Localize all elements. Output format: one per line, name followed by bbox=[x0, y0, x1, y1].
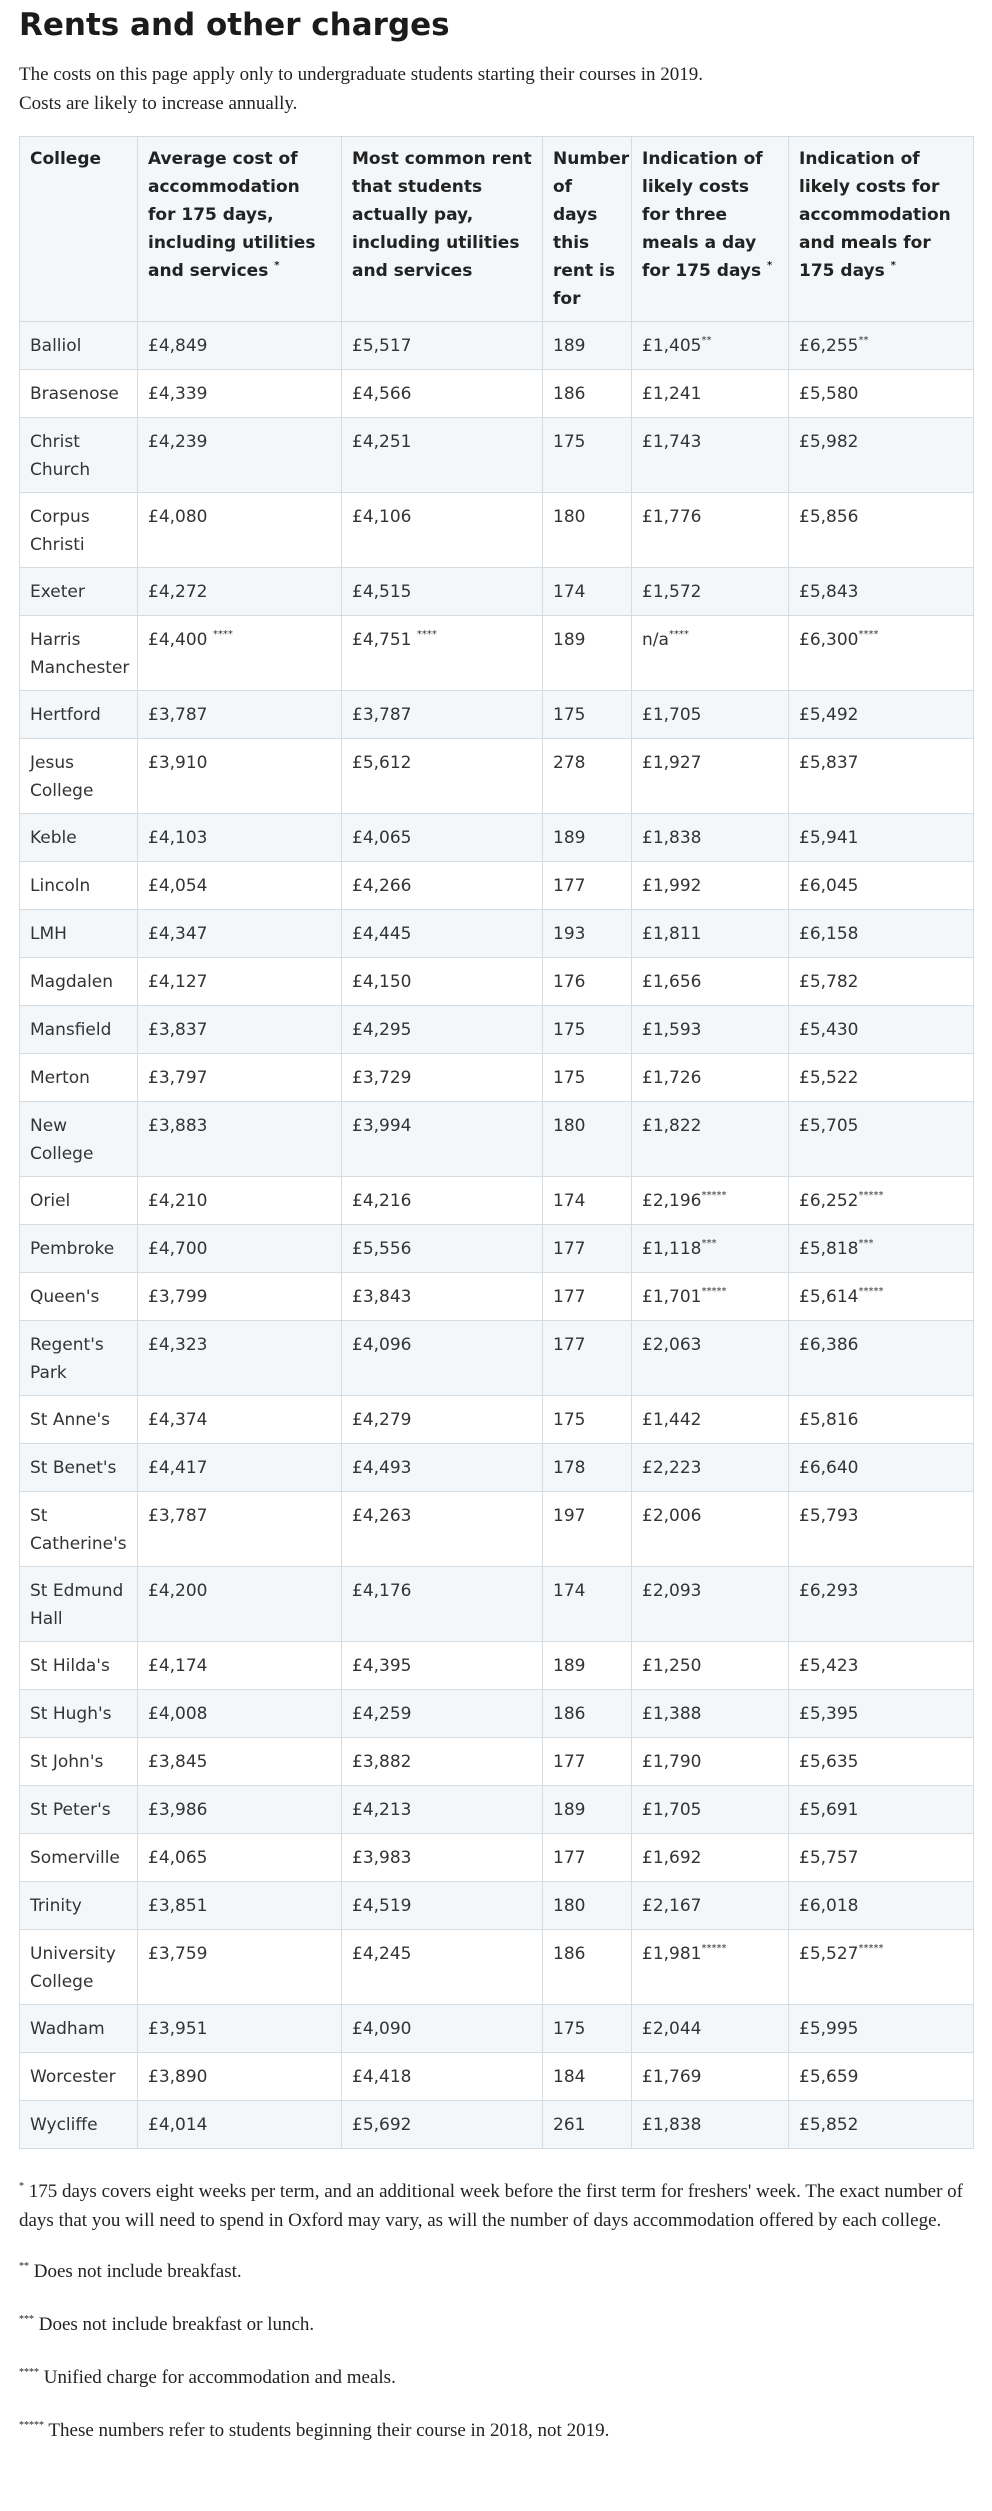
cell-meals-cost: £1,442 bbox=[632, 1396, 789, 1444]
cell-total-cost: £5,995 bbox=[789, 2005, 974, 2053]
intro-line-2: Costs are likely to increase annually. bbox=[19, 93, 298, 114]
cell-average-cost: £3,837 bbox=[138, 1006, 342, 1054]
cell-days: 175 bbox=[543, 1006, 632, 1054]
cell-days: 177 bbox=[543, 1321, 632, 1396]
cell-days: 189 bbox=[543, 1786, 632, 1834]
cell-college: University College bbox=[20, 1930, 138, 2005]
cell-meals-cost: £1,701***** bbox=[632, 1273, 789, 1321]
cell-average-cost: £4,374 bbox=[138, 1396, 342, 1444]
cell-meals-cost: £1,981***** bbox=[632, 1930, 789, 2005]
cell-common-rent: £4,418 bbox=[342, 2053, 543, 2101]
cell-common-rent: £4,519 bbox=[342, 1882, 543, 1930]
cell-days: 189 bbox=[543, 1642, 632, 1690]
table-row bbox=[20, 1492, 974, 1567]
cell-common-rent: £4,090 bbox=[342, 2005, 543, 2053]
cell-total-cost: £5,852 bbox=[789, 2101, 974, 2149]
table-row bbox=[20, 910, 974, 958]
cell-common-rent: £4,176 bbox=[342, 1567, 543, 1642]
cell-common-rent: £3,994 bbox=[342, 1102, 543, 1177]
cell-average-cost: £4,323 bbox=[138, 1321, 342, 1396]
cell-average-cost: £3,890 bbox=[138, 2053, 342, 2101]
cell-days: 180 bbox=[543, 1882, 632, 1930]
cell-meals-cost: £1,388 bbox=[632, 1690, 789, 1738]
cell-total-cost: £5,492 bbox=[789, 691, 974, 739]
footnote: ** Does not include breakfast. bbox=[19, 2261, 242, 2282]
cell-meals-cost: £1,790 bbox=[632, 1738, 789, 1786]
cell-average-cost: £4,272 bbox=[138, 568, 342, 616]
cell-meals-cost: £1,241 bbox=[632, 370, 789, 418]
table-header-row bbox=[20, 137, 974, 322]
header-average-cost: Average cost of accommodation for 175 days, including utilities and services * bbox=[138, 137, 342, 322]
cell-total-cost: £5,522 bbox=[789, 1054, 974, 1102]
cell-days: 186 bbox=[543, 1930, 632, 2005]
cell-days: 174 bbox=[543, 568, 632, 616]
cell-average-cost: £3,845 bbox=[138, 1738, 342, 1786]
header-college: College bbox=[20, 137, 138, 322]
cell-days: 177 bbox=[543, 1738, 632, 1786]
cell-total-cost: £6,158 bbox=[789, 910, 974, 958]
cell-college: St Catherine's bbox=[20, 1492, 138, 1567]
cell-college: Wycliffe bbox=[20, 2101, 138, 2149]
cell-common-rent: £4,493 bbox=[342, 1444, 543, 1492]
cell-total-cost: £5,837 bbox=[789, 739, 974, 814]
table-row bbox=[20, 1444, 974, 1492]
cell-college: Harris Manchester bbox=[20, 616, 138, 691]
cell-common-rent: £4,566 bbox=[342, 370, 543, 418]
cell-common-rent: £4,279 bbox=[342, 1396, 543, 1444]
cell-college: Jesus College bbox=[20, 739, 138, 814]
cell-total-cost: £5,527***** bbox=[789, 1930, 974, 2005]
cell-college: Hertford bbox=[20, 691, 138, 739]
cell-college: New College bbox=[20, 1102, 138, 1177]
cell-college: Exeter bbox=[20, 568, 138, 616]
cell-meals-cost: £1,705 bbox=[632, 1786, 789, 1834]
cell-average-cost: £4,174 bbox=[138, 1642, 342, 1690]
cell-total-cost: £5,793 bbox=[789, 1492, 974, 1567]
cell-days: 197 bbox=[543, 1492, 632, 1567]
cell-total-cost: £5,614***** bbox=[789, 1273, 974, 1321]
cell-total-cost: £6,386 bbox=[789, 1321, 974, 1396]
cell-meals-cost: £1,726 bbox=[632, 1054, 789, 1102]
cell-meals-cost: £1,838 bbox=[632, 2101, 789, 2149]
cell-average-cost: £4,200 bbox=[138, 1567, 342, 1642]
table-row bbox=[20, 1738, 974, 1786]
cell-total-cost: £5,395 bbox=[789, 1690, 974, 1738]
cell-common-rent: £5,517 bbox=[342, 322, 543, 370]
cell-college: Wadham bbox=[20, 2005, 138, 2053]
cell-average-cost: £4,103 bbox=[138, 814, 342, 862]
cell-days: 174 bbox=[543, 1567, 632, 1642]
cell-meals-cost: £1,118*** bbox=[632, 1225, 789, 1273]
cell-college: Lincoln bbox=[20, 862, 138, 910]
header-common-rent: Most common rent that students actually pay, including utilities and services bbox=[342, 137, 543, 322]
cell-common-rent: £5,556 bbox=[342, 1225, 543, 1273]
table-row bbox=[20, 1567, 974, 1642]
cell-college: Trinity bbox=[20, 1882, 138, 1930]
table-row bbox=[20, 493, 974, 568]
table-row bbox=[20, 370, 974, 418]
cell-total-cost: £5,818*** bbox=[789, 1225, 974, 1273]
page-title: Rents and other charges bbox=[19, 7, 450, 43]
cell-total-cost: £5,843 bbox=[789, 568, 974, 616]
table-row bbox=[20, 1102, 974, 1177]
cell-average-cost: £4,339 bbox=[138, 370, 342, 418]
table-row bbox=[20, 1930, 974, 2005]
cell-common-rent: £4,515 bbox=[342, 568, 543, 616]
cell-college: LMH bbox=[20, 910, 138, 958]
cell-days: 180 bbox=[543, 493, 632, 568]
cell-average-cost: £3,799 bbox=[138, 1273, 342, 1321]
table-row bbox=[20, 1690, 974, 1738]
cell-meals-cost: £1,692 bbox=[632, 1834, 789, 1882]
cell-common-rent: £3,843 bbox=[342, 1273, 543, 1321]
cell-common-rent: £3,787 bbox=[342, 691, 543, 739]
table-row bbox=[20, 1786, 974, 1834]
footnote: ***** These numbers refer to students beginning their course in 2018, not 2019. bbox=[19, 2420, 610, 2441]
cell-meals-cost: £1,811 bbox=[632, 910, 789, 958]
cell-college: St Benet's bbox=[20, 1444, 138, 1492]
cell-common-rent: £4,445 bbox=[342, 910, 543, 958]
cell-average-cost: £4,080 bbox=[138, 493, 342, 568]
table-row bbox=[20, 1054, 974, 1102]
cell-average-cost: £3,951 bbox=[138, 2005, 342, 2053]
cell-average-cost: £3,787 bbox=[138, 691, 342, 739]
cell-meals-cost: £1,743 bbox=[632, 418, 789, 493]
cell-days: 180 bbox=[543, 1102, 632, 1177]
cell-average-cost: £4,054 bbox=[138, 862, 342, 910]
cell-meals-cost: £1,838 bbox=[632, 814, 789, 862]
cell-common-rent: £4,216 bbox=[342, 1177, 543, 1225]
cell-college: Magdalen bbox=[20, 958, 138, 1006]
cell-meals-cost: n/a**** bbox=[632, 616, 789, 691]
cell-meals-cost: £1,593 bbox=[632, 1006, 789, 1054]
cell-total-cost: £6,640 bbox=[789, 1444, 974, 1492]
cell-average-cost: £4,849 bbox=[138, 322, 342, 370]
footnote: * 175 days covers eight weeks per term, and an additional week before the first term for freshers' week. The exact number of days that you will need to spend in Oxford may vary, as will the number of days accommodation offered by each college. bbox=[19, 2181, 963, 2231]
table-row bbox=[20, 1225, 974, 1273]
cell-average-cost: £4,239 bbox=[138, 418, 342, 493]
cell-total-cost: £6,300**** bbox=[789, 616, 974, 691]
cell-total-cost: £5,982 bbox=[789, 418, 974, 493]
cell-total-cost: £5,757 bbox=[789, 1834, 974, 1882]
cell-days: 178 bbox=[543, 1444, 632, 1492]
cell-days: 184 bbox=[543, 2053, 632, 2101]
cell-college: Worcester bbox=[20, 2053, 138, 2101]
table-row bbox=[20, 1006, 974, 1054]
cell-college: St Edmund Hall bbox=[20, 1567, 138, 1642]
cell-average-cost: £3,787 bbox=[138, 1492, 342, 1567]
cell-meals-cost: £1,769 bbox=[632, 2053, 789, 2101]
cell-meals-cost: £1,572 bbox=[632, 568, 789, 616]
table-row bbox=[20, 2005, 974, 2053]
cell-days: 177 bbox=[543, 862, 632, 910]
cell-common-rent: £4,395 bbox=[342, 1642, 543, 1690]
cell-meals-cost: £2,196***** bbox=[632, 1177, 789, 1225]
table-row bbox=[20, 2101, 974, 2149]
cell-days: 177 bbox=[543, 1834, 632, 1882]
header-days: Number of days this rent is for bbox=[543, 137, 632, 322]
cell-common-rent: £3,729 bbox=[342, 1054, 543, 1102]
cell-college: Christ Church bbox=[20, 418, 138, 493]
cell-common-rent: £4,106 bbox=[342, 493, 543, 568]
cell-total-cost: £5,816 bbox=[789, 1396, 974, 1444]
cell-average-cost: £4,700 bbox=[138, 1225, 342, 1273]
cell-total-cost: £6,255** bbox=[789, 322, 974, 370]
cell-total-cost: £5,659 bbox=[789, 2053, 974, 2101]
cell-college: Oriel bbox=[20, 1177, 138, 1225]
cell-days: 176 bbox=[543, 958, 632, 1006]
header-total-cost: Indication of likely costs for accommodation and meals for 175 days * bbox=[789, 137, 974, 322]
cell-college: Queen's bbox=[20, 1273, 138, 1321]
intro-line-1: The costs on this page apply only to undergraduate students starting their courses in 2019. bbox=[19, 64, 704, 85]
cell-days: 261 bbox=[543, 2101, 632, 2149]
table-row bbox=[20, 1321, 974, 1396]
cell-days: 177 bbox=[543, 1225, 632, 1273]
cell-days: 189 bbox=[543, 322, 632, 370]
footnote: **** Unified charge for accommodation and meals. bbox=[19, 2367, 396, 2388]
table-row bbox=[20, 568, 974, 616]
cell-college: Mansfield bbox=[20, 1006, 138, 1054]
table-row bbox=[20, 1882, 974, 1930]
cell-meals-cost: £1,992 bbox=[632, 862, 789, 910]
cell-college: Corpus Christi bbox=[20, 493, 138, 568]
cell-meals-cost: £1,656 bbox=[632, 958, 789, 1006]
cell-total-cost: £5,856 bbox=[789, 493, 974, 568]
cell-college: Somerville bbox=[20, 1834, 138, 1882]
cell-days: 175 bbox=[543, 1396, 632, 1444]
table-row bbox=[20, 691, 974, 739]
cell-average-cost: £4,347 bbox=[138, 910, 342, 958]
table-row bbox=[20, 958, 974, 1006]
cell-common-rent: £4,259 bbox=[342, 1690, 543, 1738]
cell-days: 189 bbox=[543, 616, 632, 691]
cell-common-rent: £5,612 bbox=[342, 739, 543, 814]
cell-college: Brasenose bbox=[20, 370, 138, 418]
cell-meals-cost: £2,093 bbox=[632, 1567, 789, 1642]
cell-total-cost: £5,782 bbox=[789, 958, 974, 1006]
cell-average-cost: £4,400 **** bbox=[138, 616, 342, 691]
cell-days: 186 bbox=[543, 370, 632, 418]
cell-average-cost: £3,986 bbox=[138, 1786, 342, 1834]
cell-college: Balliol bbox=[20, 322, 138, 370]
cell-total-cost: £5,691 bbox=[789, 1786, 974, 1834]
cell-college: Pembroke bbox=[20, 1225, 138, 1273]
footnote: *** Does not include breakfast or lunch. bbox=[19, 2314, 315, 2335]
header-meals-cost: Indication of likely costs for three meals a day for 175 days * bbox=[632, 137, 789, 322]
cell-college: St Peter's bbox=[20, 1786, 138, 1834]
table-body bbox=[20, 322, 974, 2149]
rents-table bbox=[19, 136, 974, 2149]
cell-meals-cost: £2,223 bbox=[632, 1444, 789, 1492]
table-row bbox=[20, 1642, 974, 1690]
cell-meals-cost: £1,250 bbox=[632, 1642, 789, 1690]
cell-common-rent: £4,065 bbox=[342, 814, 543, 862]
cell-common-rent: £3,983 bbox=[342, 1834, 543, 1882]
table-row bbox=[20, 739, 974, 814]
cell-average-cost: £3,759 bbox=[138, 1930, 342, 2005]
cell-average-cost: £4,014 bbox=[138, 2101, 342, 2149]
cell-days: 177 bbox=[543, 1273, 632, 1321]
cell-days: 175 bbox=[543, 691, 632, 739]
cell-total-cost: £6,293 bbox=[789, 1567, 974, 1642]
cell-total-cost: £6,252***** bbox=[789, 1177, 974, 1225]
cell-college: Keble bbox=[20, 814, 138, 862]
cell-common-rent: £4,263 bbox=[342, 1492, 543, 1567]
intro-text bbox=[19, 60, 973, 118]
cell-days: 175 bbox=[543, 1054, 632, 1102]
table-row bbox=[20, 1396, 974, 1444]
table-row bbox=[20, 1834, 974, 1882]
cell-total-cost: £6,045 bbox=[789, 862, 974, 910]
table-row bbox=[20, 322, 974, 370]
cell-days: 175 bbox=[543, 418, 632, 493]
cell-meals-cost: £2,167 bbox=[632, 1882, 789, 1930]
footnotes bbox=[19, 2177, 973, 2445]
table-row bbox=[20, 2053, 974, 2101]
cell-meals-cost: £1,822 bbox=[632, 1102, 789, 1177]
cell-average-cost: £3,910 bbox=[138, 739, 342, 814]
cell-meals-cost: £1,405** bbox=[632, 322, 789, 370]
cell-average-cost: £4,008 bbox=[138, 1690, 342, 1738]
cell-average-cost: £4,065 bbox=[138, 1834, 342, 1882]
cell-common-rent: £4,266 bbox=[342, 862, 543, 910]
cell-total-cost: £5,423 bbox=[789, 1642, 974, 1690]
cell-common-rent: £4,213 bbox=[342, 1786, 543, 1834]
cell-common-rent: £5,692 bbox=[342, 2101, 543, 2149]
cell-total-cost: £5,941 bbox=[789, 814, 974, 862]
cell-average-cost: £4,417 bbox=[138, 1444, 342, 1492]
cell-average-cost: £4,210 bbox=[138, 1177, 342, 1225]
cell-total-cost: £5,430 bbox=[789, 1006, 974, 1054]
cell-meals-cost: £1,927 bbox=[632, 739, 789, 814]
cell-meals-cost: £1,776 bbox=[632, 493, 789, 568]
cell-total-cost: £5,705 bbox=[789, 1102, 974, 1177]
cell-days: 174 bbox=[543, 1177, 632, 1225]
cell-meals-cost: £2,044 bbox=[632, 2005, 789, 2053]
table-row bbox=[20, 1273, 974, 1321]
cell-average-cost: £4,127 bbox=[138, 958, 342, 1006]
cell-average-cost: £3,851 bbox=[138, 1882, 342, 1930]
cell-days: 186 bbox=[543, 1690, 632, 1738]
table-row bbox=[20, 1177, 974, 1225]
table-row bbox=[20, 616, 974, 691]
cell-days: 278 bbox=[543, 739, 632, 814]
cell-common-rent: £4,150 bbox=[342, 958, 543, 1006]
cell-common-rent: £4,295 bbox=[342, 1006, 543, 1054]
cell-common-rent: £3,882 bbox=[342, 1738, 543, 1786]
cell-common-rent: £4,251 bbox=[342, 418, 543, 493]
cell-average-cost: £3,883 bbox=[138, 1102, 342, 1177]
cell-college: St Hugh's bbox=[20, 1690, 138, 1738]
cell-college: St John's bbox=[20, 1738, 138, 1786]
cell-total-cost: £5,580 bbox=[789, 370, 974, 418]
cell-total-cost: £6,018 bbox=[789, 1882, 974, 1930]
cell-days: 175 bbox=[543, 2005, 632, 2053]
table-row bbox=[20, 418, 974, 493]
cell-common-rent: £4,751 **** bbox=[342, 616, 543, 691]
table-row bbox=[20, 862, 974, 910]
cell-days: 193 bbox=[543, 910, 632, 958]
cell-college: Regent's Park bbox=[20, 1321, 138, 1396]
cell-common-rent: £4,245 bbox=[342, 1930, 543, 2005]
cell-college: St Hilda's bbox=[20, 1642, 138, 1690]
cell-college: Merton bbox=[20, 1054, 138, 1102]
cell-days: 189 bbox=[543, 814, 632, 862]
cell-meals-cost: £1,705 bbox=[632, 691, 789, 739]
cell-average-cost: £3,797 bbox=[138, 1054, 342, 1102]
cell-college: St Anne's bbox=[20, 1396, 138, 1444]
cell-meals-cost: £2,006 bbox=[632, 1492, 789, 1567]
cell-total-cost: £5,635 bbox=[789, 1738, 974, 1786]
cell-common-rent: £4,096 bbox=[342, 1321, 543, 1396]
table-row bbox=[20, 814, 974, 862]
cell-meals-cost: £2,063 bbox=[632, 1321, 789, 1396]
